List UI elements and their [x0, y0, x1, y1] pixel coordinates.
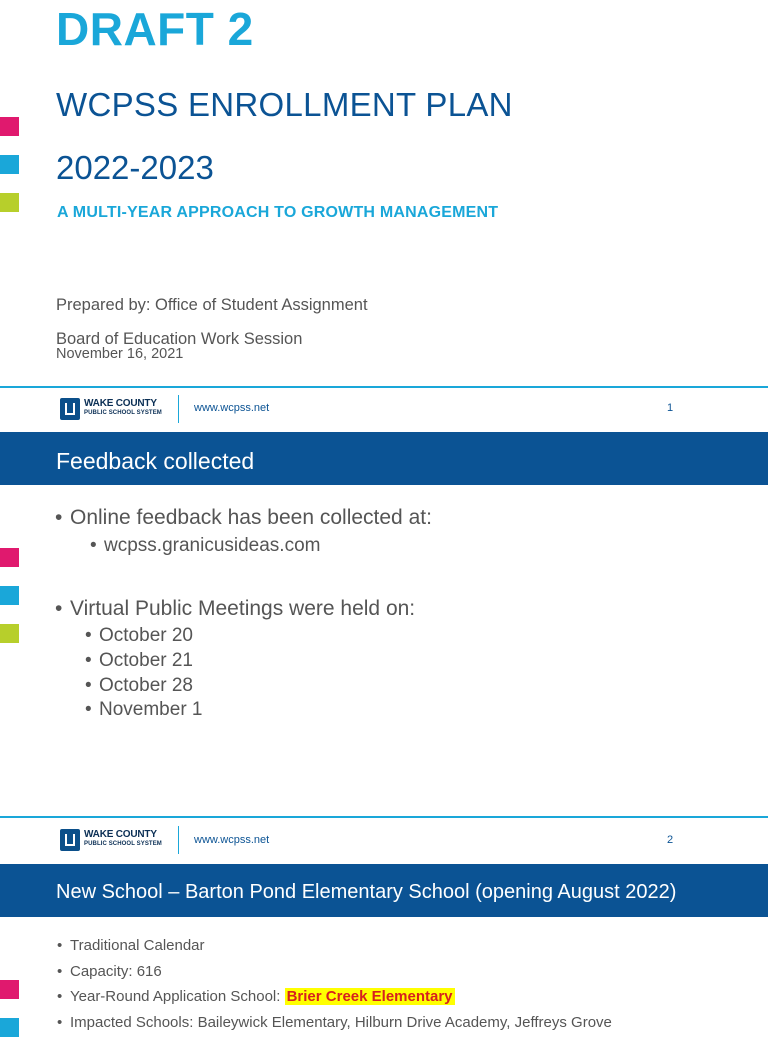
meeting-date-item: • November 1	[99, 699, 203, 721]
footer-divider	[178, 395, 179, 423]
slide-title-bar	[0, 864, 768, 917]
blue-square-decor	[0, 586, 19, 605]
green-square-decor	[0, 193, 19, 212]
slide-title: New School – Barton Pond Elementary School (opening August 2022)	[56, 881, 677, 903]
blue-square-decor	[0, 155, 19, 174]
bullet-capacity: • Capacity: 616	[70, 963, 162, 980]
highlighted-school: Brier Creek Elementary	[286, 988, 453, 1005]
school-building-icon	[60, 398, 80, 420]
green-square-decor	[0, 624, 19, 643]
meeting-name: Board of Education Work Session	[56, 330, 303, 348]
footer-divider	[178, 826, 179, 854]
footer-url[interactable]: www.wcpss.net	[194, 402, 270, 414]
meeting-date-item: • October 21	[99, 650, 193, 672]
bullet-year-round	[70, 988, 455, 1005]
wcpss-logo	[60, 829, 162, 851]
slide-divider	[0, 816, 768, 818]
bullet-calendar: • Traditional Calendar	[70, 937, 205, 954]
meeting-date-item: • October 28	[99, 675, 193, 697]
page-number: 2	[667, 834, 674, 846]
bullet-virtual-meetings: • Virtual Public Meetings were held on:	[70, 597, 415, 621]
pink-square-decor	[0, 980, 19, 999]
slide-title-bar	[0, 432, 768, 485]
pink-square-decor	[0, 117, 19, 136]
blue-square-decor	[0, 1018, 19, 1037]
year-round-label: Year-Round Application School:	[70, 988, 285, 1005]
page-number: 1	[667, 402, 674, 414]
school-building-icon	[60, 829, 80, 851]
footer-url[interactable]: www.wcpss.net	[194, 834, 270, 846]
logo-text-line2: PUBLIC SCHOOL SYSTEM	[84, 841, 162, 847]
draft-label: DRAFT 2	[56, 3, 254, 55]
prepared-by: Prepared by: Office of Student Assignment	[56, 296, 368, 314]
meeting-date-item: • October 20	[99, 625, 193, 647]
bullet-feedback-site[interactable]: • wcpss.granicusideas.com	[104, 535, 320, 557]
bullet-online-feedback: • Online feedback has been collected at:	[70, 506, 432, 530]
slide-divider	[0, 386, 768, 388]
logo-text-line1: WAKE COUNTY	[84, 398, 157, 409]
pink-square-decor	[0, 548, 19, 567]
logo-text-line1: WAKE COUNTY	[84, 829, 157, 840]
slide-title: Feedback collected	[56, 448, 255, 474]
logo-text-line2: PUBLIC SCHOOL SYSTEM	[84, 410, 162, 416]
plan-subtitle: A MULTI-YEAR APPROACH TO GROWTH MANAGEMENT	[57, 204, 499, 221]
wcpss-logo	[60, 398, 162, 420]
plan-year: 2022-2023	[56, 149, 214, 186]
meeting-date: November 16, 2021	[56, 346, 184, 362]
plan-title: WCPSS ENROLLMENT PLAN	[56, 86, 513, 123]
bullet-impacted-schools: • Impacted Schools: Baileywick Elementary, Hilburn Drive Academy, Jeffreys Grove	[70, 1014, 612, 1031]
